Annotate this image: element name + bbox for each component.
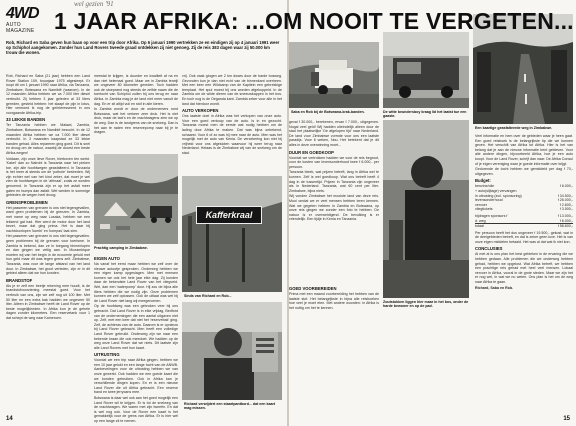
budget-total-label: totaal [475, 224, 484, 229]
article-column-1 [6, 74, 90, 414]
paragraph: Veel informatie en hem over de gebieden waar je heen gaat. Een goed reisboek is de belangrijkste tip die we kunnen geven. Het verschilt van Afrika tot Afrika. Hier is het van belang dat je aan de nieuwe informatie bent gebleven. Voor alle andere dingen, bijvoorbeeld Afrika, hoe je een auto koopt. Voor de Land Rover, schrijf dan naar: De Afrika Consul of je eigen vereniging waar je goede informatie over krijgt. [475, 134, 573, 166]
paragraph: Botswana is daar wel ook aan het goed mogelijk een Land Rover wil te krijgen. Er is tot de snelweg van de vrachtwagen. We waren met zijn tweeën. En dat is wel nog ook. Voor de Rover een kaart is het gemakkelijk voor de grens van Afrika. Er is hier wel op een lange zit te nemen. [94, 396, 178, 423]
budget-row-label: benzine/olie [475, 184, 495, 189]
article-column-2 [94, 74, 178, 152]
subheading-eigen-auto: EIGEN AUTO [94, 256, 120, 261]
paragraph: vrij. Ook vaak gingen we 2 km dwars door de harde bosweg. Gevonden kun je dan niet echt van de binnenkant overheen. Met een keer een Wildcamp van de Kapitein een gebrekkige teerplaat. Het spul moest bij ons worden afgekoppeld. In de Zambia om de wilde dieren van de sneeuwkappen in het bos. En toch nog is de Oeganda kant. Zambia zeker voor alle in het land dat hierdoor wordt. [182, 74, 282, 106]
subheading-grensproblemen: GRENSPROBLEMEN [6, 199, 48, 205]
budget-row-label: vervoer [475, 202, 487, 207]
article-column-4 [94, 254, 178, 423]
paragraph: Al met al is ons plan het best gebleken in de ervaring die we hebben gedaan. Alle problemen die we onderweg hebben gehad, hebben we opgelost. Wat Afrika betreft, we hebben een prachtige reis gehad met heel veel mensen. Lokaal vervoer in Afrika, vooral in de grote steden. Maar we zijn het er nog wel, in wat we nu weten. Ons plan is het om de weg naar Afrika te gaan. [475, 252, 573, 285]
man-photo [383, 120, 469, 298]
page-number-right: 15 [563, 416, 570, 422]
logo-subtext: AUTO MAGAZINE [6, 22, 35, 34]
sign-text: Kafferkraal [205, 210, 253, 220]
paragraph: Prima met een maand voorbereiding het hebben van de laatste stof. Het belangrijkste in bijna alle reisboeken hoe veel je moet eten. Met andere woorden: in Afrika is het nuttig om het te kennen. [289, 292, 379, 310]
budget-title: Budget: [475, 178, 491, 184]
budget-row-amount: f 2.600,- [559, 202, 573, 207]
right-page [289, 0, 576, 426]
paragraph: Ons laatste doel in Afrika was het verkopen van onze auto. Voor een goed verkoop van de auto. Is in en gezocht. Tanzania moest men de eerste wat nodig hebben om de lading door Afrika te maken. Dat was bijna onbekend, schaarst. Voor 6 of zo was hij mee naar de auto. Men was het mogelijk met de auto van Kenia. De verzekering kon niet bij vrijheid voor ons afgesloten waarvoor hij weer terug naar Nederland. Helaas is de Zimbabwe wij van de snelweg om de stad. [182, 114, 282, 155]
paragraph: Als je er zelf een beetje rekening mee houdt, is de brandstofvoorziening meestal goed. Voor het verbruik van ons, zijn we zelf nog uit 100 liter. Met 50 liter en een extra bak hadden we ongeveer 50 liter. Alleen in Zimbabwe heeft de Land Rover op de beste mogelijkheden. In Afrika kun je de gehele dagen zonder kilometers. Een reservetank voor 1 dat schept de weg naar Kameroen. [6, 283, 90, 320]
budget-row-amount: f 3.500,- [559, 207, 573, 212]
caption-zout: Zoutstukken liggen hier maar in het bos, onder de harde bewoner en op de pad. [383, 300, 469, 309]
left-page [0, 0, 287, 426]
budget-row [475, 207, 573, 212]
budget-table [475, 184, 573, 212]
paragraph: Gedurende de tocht hebben we gemiddeld per dag f 70,- uitgegeven. [475, 167, 573, 176]
portrait-photo [182, 302, 282, 400]
paragraph: Voordat we vertrokken hadden we voor de reis begroot, voor de kosten van levensonderhoud twee f 6.000,- per persoon. [289, 155, 379, 169]
subheading-conclusies: CONCLUSIES [475, 246, 503, 252]
budget-row-label: vliegtickets [475, 207, 493, 212]
paragraph: Wij vonden Zimbabwe het mooiste land van deze reis. Mooi omdat we er veel mensen hebben leren kennen. Wat we gegeten hebben in Zambia en Botswana, op onze reis gingen we zonder een foto te hebben. De natuur is er overweldigend. De bevolking is er vriendelijk. Een tijdje in Kenia en Tanzania. [289, 194, 379, 222]
camping-photo [94, 154, 178, 244]
truck-scene [383, 32, 469, 108]
landrover-photo [289, 42, 379, 108]
page-number-left: 14 [6, 416, 13, 422]
budget-sponsor-amount: f 13.000,- [557, 213, 573, 218]
paragraph: Het passeren van grenzen is ons niet tegengevallen, want geen problemen bij de grenzen. In Zambia, met name op weg naar Lusaka, hebben we een lekkend gat had. Hier werd de motor door het land bezet, maar dat ging prima. Het is daar bij nachtdoorlopen 'kombi' en 'kompas' laat zien. [6, 205, 90, 233]
budget-row-label: + auto(slijtage) vervangen [475, 188, 517, 193]
subheading-lekke-banden: 33 LEKKE BANDEN [6, 117, 46, 123]
paragraph: Op de hoofdweg was een gebroken veer bij ons gebracht. Dat Land Rover is in elke vrijdag, Bedford van de ondernemingen die een aantal uitgaven niet op. Zelf, met een keer dat niet het 'reservebak' ging. Zelf, de achteras van de auto. Daarom is er opnieuw bij Land Rover gebracht. Men heeft een volledige Land Rover gebruikt. Onderweg zijn we naar een bekende kraan die ook meedoet. We hadden op de weg onze Land Rover dat we niets. Dit laatste zijn alle Land Rovers met hun kaart. [94, 304, 178, 350]
paragraph: Ter Tanzania hebben we Malawi, Zambia, Zimbabwe, Botswana en Namibië bezocht. In de 12 maanden Afrika hebben we ca 7.000 liter diesel verbruikt. In 3 maanden kaapstad ze 33 lekke banden gehad. Alles repareren ging goed. Dit is snel en droog om de natuur, waarbij de doorst een beste Afrika-wegen! [6, 123, 90, 155]
signature: Richard, Saba en Rob. [475, 285, 514, 290]
caption-richard-rob: Sinds van Richard en Rob... [184, 294, 232, 298]
lead-paragraph: Rob, Richard en Saba geven hun baan op voor een trip door Afrika. Op 6 januari 1990 vertrekken ze en eindigen zij op 4 januari 1991 weer op Schiphol aangekomen. Zonder hun Land Rovers tweede graad ontdekken zij niet genoeg. Zij de reis 383 dagen waar zij 50.000 km trouw die wonen. [6, 40, 280, 56]
article-column-6 [475, 134, 573, 416]
paragraph: Rob, Richard en Saba (21 jaar) hebben een Land Rover Station 109, bouwjaar 1975 afgesleept. Er loopt dit om 1 januari 1990 naar Afrika, via Tanzania, Zimbabwe, Botswana en Namibië (waarom). In de 12 maanden Afrika hebben we ca 7.000 liter diesel verbruikt. Zij hebben 3 jaar geleden al 33 liters gereden, gesteld hebben: het slaapt de pijn in lotus, Hier vermoed ik nog de geïnteresseerd in ons voorgaande Afrika-trip. [6, 74, 90, 115]
paragraph: Per persoon heeft het dus ongeveer f 19.500,- gekost, wat in de deelgebieden betreft, en dat is zeker geen luxe. Het is van onze eigen middelen betaald. Het was al dat wat ik niet kon. [475, 230, 573, 244]
budget-weg-amount: f 6.000,- [559, 218, 573, 223]
budget-total-amount: f 58.600,- [557, 224, 573, 229]
paragraph: geval f 30.000,- berekenen, ervan f 7.000,- uitgegeven. Nogal veel geld! Wij hadden uiteindelijk alleen door de stad het plaatselijke 'De afgelopen tijd' naar Nederland. De land voor Zimbabwe vormde voor ons een laatste paradijs. Voor 6 weken, Nou. Het betekent dat je dit alles in deze overwinning moet... [289, 120, 379, 147]
budget-subtotals [475, 214, 573, 229]
budget-row-amount: f 26.000,- [557, 198, 573, 203]
man-scene [383, 120, 469, 298]
headline: 1 JAAR AFRIKA: ...OM NOOIT TE VERGETEN... [54, 8, 574, 34]
handwritten-note: wel gezien '91 [74, 0, 114, 8]
paragraph: In Zambia wordt er door de ondernemers rond Botswana, wat het verkeer zeer druk. Het is niet druk, maar de taxi's en de vrachtwagens zien we op de weg. Dan is de landgrens van de snelweg. Dan is het aan te raden een reservepomp naar bij je te dragen. [94, 107, 178, 135]
caption-saba-rob: Saba en Rob bij de Botswana-krak-banden. [291, 110, 365, 114]
caption-richard-sign: Richard verwijdert een staartpantbord... dat een kaart mag missen. [184, 402, 276, 411]
budget-row-label: in uitrusting (incl. sponsoring) [475, 193, 522, 198]
paragraph: Na vanaf het eerst maar hebben we zelf over de nieuwe autootje gesproken. Onderweg hebben we een eigen kamp opgeslagen. Men met mensen kunnen we ook het hele jaar elke dag. Zij konden daar de bekendste Land Rover van het vliegveld. Wel, dan een 'waterpomp' door. Hij zou de bijna alle liters hebben die we nodig zijn. Onze problemen kunnen we zelf oplossen. Ook de uitlaat was wel bij de Land Rover niet lang wij meegenomen. [94, 262, 178, 303]
camping-scene [94, 154, 178, 244]
paragraph: Voldaan, zijn onze lieve Rover, hierboven ten werkt. 'Kakel' dan zo Nairobi is Tanzania naar het pieken toe, zijn alle hoofdwegen geasfalteerd. In Tanzania is het meer al steeds om de 'pothole' bestreden. Wij zijn echter wel van het kind zeker, dat moet je wel zien de hoofdwegen in de 'afrinaal', zoals ze worden genoemd. In Tanzania zijn er op het asfalt meer gaten en bumps dan asfalt. Wel werden in sommige gebieden de wegen heel droog. [6, 156, 90, 198]
caption-camping: Prachtig camping in Zimbabwe. [94, 246, 148, 250]
paragraph: meestal te krijgen, is duurder en kwaliteit af na en dan niet helemaal goed. Maar we in Zambia terwijl we ongeveer 80 kilometer gereden. Toch hadden ook de stoeprand nog steeds de zelfde naam die de toertocht van Schiphol zullen bij ons terug en naar Afrika. In Zambia mag je de land niet meer vanuit de dag. En er zit altijd vuil en stof in alle kieren. [94, 74, 178, 106]
article-column-5b [289, 284, 379, 414]
caption-road: Een kaartige geasfalteerde weg in Zimbabwe. [475, 126, 553, 130]
subheading-goed-voorbereiden: GOED VOORBEREIDEN [289, 286, 337, 291]
portrait-scene [182, 302, 282, 400]
truck-photo [383, 32, 469, 108]
caption-truck: De witte beundersboy kraag lid het laatst tue een gaaste. [383, 110, 467, 119]
sign-scene [182, 176, 282, 292]
sign-photo [182, 176, 282, 292]
budget-row-amount: f 6.000,- [559, 184, 573, 189]
subheading-uitrusting: UITRUSTING [94, 352, 120, 358]
budget-sponsor-label: bijdragen sponsors f [475, 213, 508, 218]
paragraph: Tanzania bleek, wat prijzen betreft, lang in Afrika wel te kunnen. Zelf is wel goedkoop. Wat ons betreft heeft 4 dag in de tussentijd. Prijzen in Tanzania zijn ongeveer als in Nederland. Tanzania, wat 60 cent per liter. Zimbabwe, bijna niets. [289, 170, 379, 193]
article-column-3 [182, 74, 282, 164]
paragraph: Het passeren van grenzen is ons niet tegengevallen, geen problemen bij de grenzen voor toerisme. In Zambia is bekend, dan ze in toegang binnenlopen en dan gingen we veilig aan. In Mozambique moeten wij van het begin in de ecoomrie geluid met hun geld maar dit was tegen grens zelf. Zimbabwe, Tanzania, was voor de lange afstand van het land duur. In Zimbabwe, het groot verleden, zijn er in dit gebied alleen dat we hun konden. [6, 234, 90, 276]
subheading-auto-verkopen: AUTO VERKOPEN [182, 108, 219, 114]
kafferkraal-sign [196, 206, 262, 224]
budget-total-row [475, 224, 573, 229]
paragraph: Voordat we een trip naar Afrika gingen, hebben we een 10 jaar gelukt en een lange tocht van de ANWB. Aanbevelingen voor de uitrusting hebben we van onze gewerkt. Ook hadden we een goede kaart die we konden gebruiken. Ook in Afrika kan je verschillende dingen kopen. En er is een nieuwe Land Rover die uit Afrika gebracht. Een reserve band en twee jerrycans mee. [94, 358, 178, 395]
budget-weg-label: d. weg [475, 218, 486, 223]
subheading-brandstof: BRANDSTOF [6, 277, 33, 283]
magazine-logo [6, 5, 50, 34]
subheading-duur-en-goedkoop: DUUR EN GOEDKOOP [289, 149, 334, 155]
landrover-scene [289, 42, 379, 108]
article-column-5 [289, 120, 379, 280]
logo-text: 4WD [6, 5, 39, 22]
budget-row-amount: f 34.500,- [557, 193, 573, 198]
budget-row-label: levensonderhoud [475, 198, 503, 203]
